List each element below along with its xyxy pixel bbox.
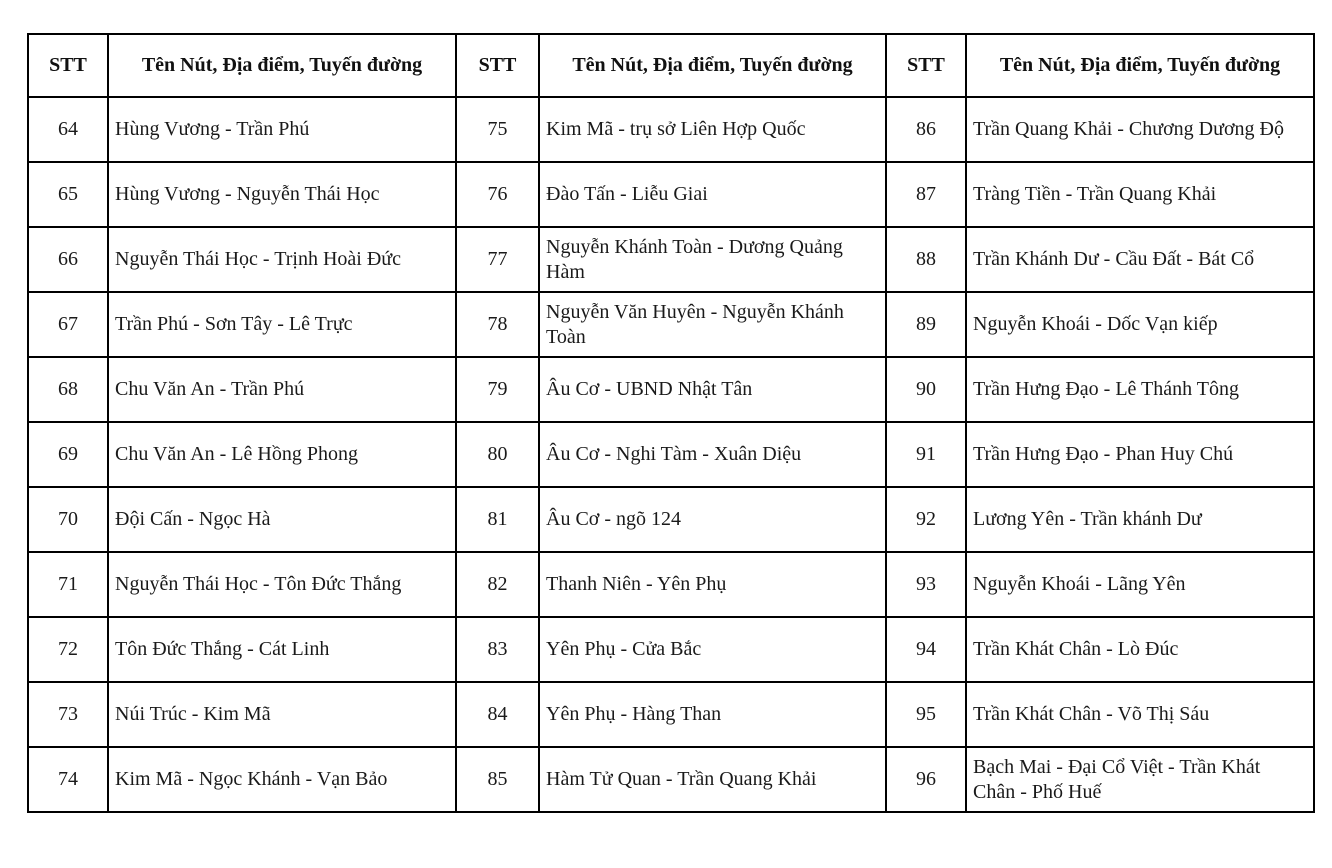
node-name-cell: Đào Tấn - Liễu Giai	[539, 162, 886, 227]
stt-cell: 71	[28, 552, 108, 617]
node-name-cell: Bạch Mai - Đại Cổ Việt - Trần Khát Chân - Phố Huế	[966, 747, 1314, 812]
stt-cell: 65	[28, 162, 108, 227]
node-name-cell: Kim Mã - trụ sở Liên Hợp Quốc	[539, 97, 886, 162]
table-row	[28, 357, 1314, 422]
stt-cell: 85	[456, 747, 539, 812]
node-name-cell: Yên Phụ - Cửa Bắc	[539, 617, 886, 682]
node-name-cell: Nguyễn Khánh Toàn - Dương Quảng Hàm	[539, 227, 886, 292]
stt-cell: 78	[456, 292, 539, 357]
node-name-cell: Chu Văn An - Lê Hồng Phong	[108, 422, 456, 487]
table-row	[28, 162, 1314, 227]
node-name-cell: Tôn Đức Thắng - Cát Linh	[108, 617, 456, 682]
stt-cell: 68	[28, 357, 108, 422]
stt-cell: 74	[28, 747, 108, 812]
stt-cell: 77	[456, 227, 539, 292]
header-stt-2: STT	[456, 34, 539, 97]
header-stt-3: STT	[886, 34, 966, 97]
stt-cell: 92	[886, 487, 966, 552]
node-name-cell: Trần Hưng Đạo - Lê Thánh Tông	[966, 357, 1314, 422]
node-name-cell: Chu Văn An - Trần Phú	[108, 357, 456, 422]
node-name-cell: Âu Cơ - Nghi Tàm - Xuân Diệu	[539, 422, 886, 487]
node-name-cell: Âu Cơ - UBND Nhật Tân	[539, 357, 886, 422]
table-row	[28, 487, 1314, 552]
stt-cell: 94	[886, 617, 966, 682]
node-name-cell: Đội Cấn - Ngọc Hà	[108, 487, 456, 552]
stt-cell: 67	[28, 292, 108, 357]
stt-cell: 75	[456, 97, 539, 162]
stt-cell: 81	[456, 487, 539, 552]
node-name-cell: Trần Quang Khải - Chương Dương Độ	[966, 97, 1314, 162]
stt-cell: 69	[28, 422, 108, 487]
node-name-cell: Trần Khánh Dư - Cầu Đất - Bát Cổ	[966, 227, 1314, 292]
stt-cell: 88	[886, 227, 966, 292]
table-body	[28, 97, 1314, 812]
stt-cell: 93	[886, 552, 966, 617]
stt-cell: 84	[456, 682, 539, 747]
stt-cell: 73	[28, 682, 108, 747]
node-name-cell: Âu Cơ - ngõ 124	[539, 487, 886, 552]
stt-cell: 82	[456, 552, 539, 617]
node-name-cell: Kim Mã - Ngọc Khánh - Vạn Bảo	[108, 747, 456, 812]
stt-cell: 87	[886, 162, 966, 227]
table-row	[28, 292, 1314, 357]
node-name-cell: Nguyễn Văn Huyên - Nguyễn Khánh Toàn	[539, 292, 886, 357]
header-name-2: Tên Nút, Địa điểm, Tuyến đường	[539, 34, 886, 97]
table-row	[28, 552, 1314, 617]
node-name-cell: Thanh Niên - Yên Phụ	[539, 552, 886, 617]
node-name-cell: Nguyễn Thái Học - Tôn Đức Thắng	[108, 552, 456, 617]
stt-cell: 91	[886, 422, 966, 487]
stt-cell: 64	[28, 97, 108, 162]
stt-cell: 79	[456, 357, 539, 422]
node-name-cell: Tràng Tiền - Trần Quang Khải	[966, 162, 1314, 227]
node-name-cell: Trần Hưng Đạo - Phan Huy Chú	[966, 422, 1314, 487]
table-row	[28, 227, 1314, 292]
stt-cell: 95	[886, 682, 966, 747]
node-name-cell: Hùng Vương - Trần Phú	[108, 97, 456, 162]
table-row	[28, 97, 1314, 162]
stt-cell: 76	[456, 162, 539, 227]
table-row	[28, 617, 1314, 682]
intersection-table	[27, 33, 1315, 813]
stt-cell: 90	[886, 357, 966, 422]
node-name-cell: Trần Phú - Sơn Tây - Lê Trực	[108, 292, 456, 357]
node-name-cell: Núi Trúc - Kim Mã	[108, 682, 456, 747]
header-stt-1: STT	[28, 34, 108, 97]
stt-cell: 80	[456, 422, 539, 487]
stt-cell: 86	[886, 97, 966, 162]
stt-cell: 70	[28, 487, 108, 552]
intersection-table-wrapper	[27, 33, 1315, 813]
table-row	[28, 682, 1314, 747]
node-name-cell: Nguyễn Khoái - Lãng Yên	[966, 552, 1314, 617]
node-name-cell: Trần Khát Chân - Lò Đúc	[966, 617, 1314, 682]
node-name-cell: Hùng Vương - Nguyễn Thái Học	[108, 162, 456, 227]
stt-cell: 96	[886, 747, 966, 812]
node-name-cell: Nguyễn Thái Học - Trịnh Hoài Đức	[108, 227, 456, 292]
stt-cell: 89	[886, 292, 966, 357]
header-row	[28, 34, 1314, 97]
header-name-1: Tên Nút, Địa điểm, Tuyến đường	[108, 34, 456, 97]
table-row	[28, 422, 1314, 487]
stt-cell: 83	[456, 617, 539, 682]
stt-cell: 66	[28, 227, 108, 292]
node-name-cell: Trần Khát Chân - Võ Thị Sáu	[966, 682, 1314, 747]
node-name-cell: Yên Phụ - Hàng Than	[539, 682, 886, 747]
header-name-3: Tên Nút, Địa điểm, Tuyến đường	[966, 34, 1314, 97]
node-name-cell: Hàm Tử Quan - Trần Quang Khải	[539, 747, 886, 812]
stt-cell: 72	[28, 617, 108, 682]
node-name-cell: Lương Yên - Trần khánh Dư	[966, 487, 1314, 552]
node-name-cell: Nguyễn Khoái - Dốc Vạn kiếp	[966, 292, 1314, 357]
table-row	[28, 747, 1314, 812]
